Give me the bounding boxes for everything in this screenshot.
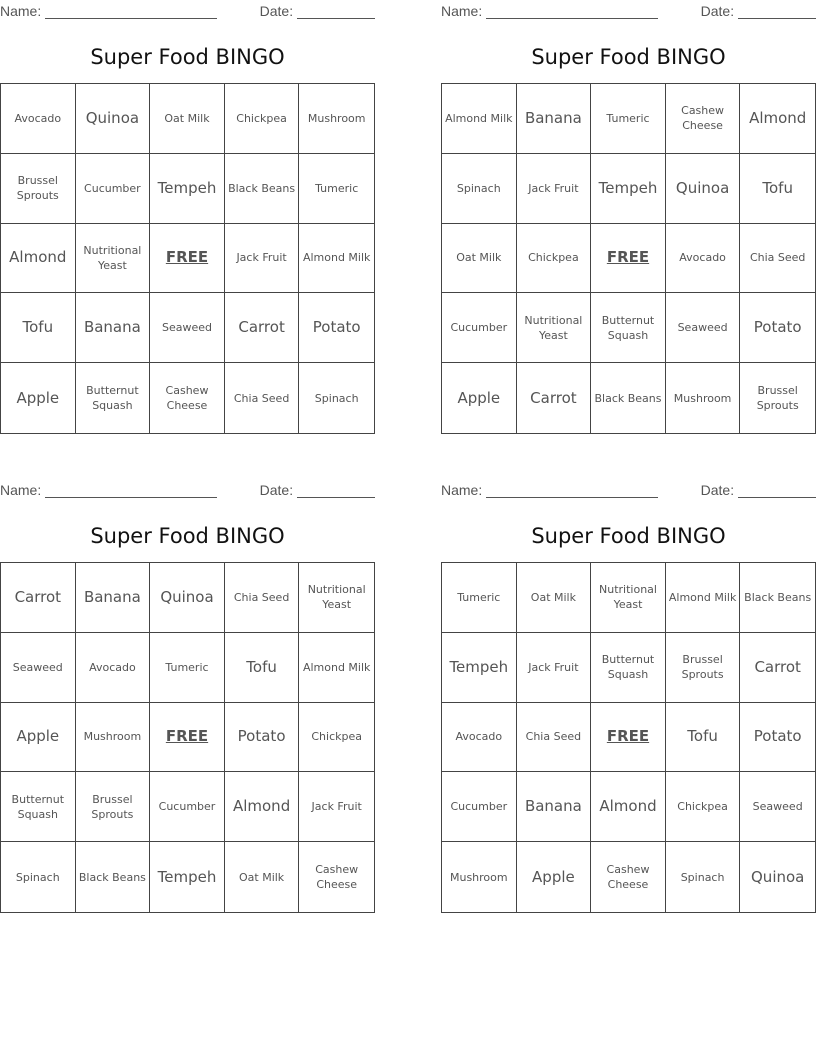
bingo-cell[interactable]: Seaweed xyxy=(150,293,225,363)
bingo-cell[interactable]: Tumeric xyxy=(150,633,225,703)
bingo-cell[interactable]: Cashew Cheese xyxy=(666,84,741,154)
bingo-cell[interactable]: Almond xyxy=(591,772,666,842)
bingo-cell[interactable]: Banana xyxy=(76,563,151,633)
card-header xyxy=(0,0,375,20)
card-header xyxy=(441,0,816,20)
bingo-cell[interactable]: Apple xyxy=(442,363,517,433)
bingo-cell[interactable]: Tofu xyxy=(666,703,741,773)
date-line[interactable] xyxy=(297,4,375,19)
date-field[interactable] xyxy=(701,482,816,498)
bingo-cell[interactable]: Brussel Sprouts xyxy=(756,384,799,413)
date-label: Date: xyxy=(259,3,294,19)
bingo-cell[interactable]: Quinoa xyxy=(751,867,805,886)
bingo-cell[interactable]: Potato xyxy=(740,703,815,773)
bingo-cell[interactable]: Nutritional Yeast xyxy=(76,224,151,294)
bingo-cell[interactable]: Avocado xyxy=(1,84,76,154)
bingo-cell[interactable]: Brussel Sprouts xyxy=(1,154,76,224)
bingo-cell[interactable]: Quinoa xyxy=(666,154,741,224)
bingo-cell[interactable]: Banana xyxy=(517,84,592,154)
bingo-cell[interactable]: Oat Milk xyxy=(442,224,517,294)
bingo-cell[interactable]: Tumeric xyxy=(442,563,517,633)
bingo-cell[interactable]: Potato xyxy=(740,293,815,363)
bingo-cell[interactable]: Quinoa xyxy=(76,84,151,154)
bingo-cell[interactable]: Seaweed xyxy=(1,633,76,703)
bingo-cell[interactable]: Cashew Cheese xyxy=(315,863,359,892)
bingo-cell[interactable]: Black Beans xyxy=(225,154,300,224)
card-title: Super Food BINGO xyxy=(90,524,285,548)
bingo-cell[interactable]: Cucumber xyxy=(76,154,151,224)
card-header xyxy=(441,479,816,499)
bingo-cell[interactable]: Apple xyxy=(1,703,76,773)
name-field[interactable] xyxy=(441,3,658,19)
bingo-cell[interactable]: Almond Milk xyxy=(442,84,517,154)
card-title: Super Food BINGO xyxy=(531,45,726,69)
bingo-cell[interactable]: Tempeh xyxy=(442,633,517,703)
date-label: Date: xyxy=(259,482,294,498)
bingo-cell[interactable]: Banana xyxy=(76,293,151,363)
bingo-cell[interactable]: Tofu xyxy=(225,633,300,703)
bingo-cell[interactable]: Seaweed xyxy=(666,293,741,363)
bingo-cell[interactable]: Cashew Cheese xyxy=(150,363,225,433)
name-field[interactable] xyxy=(0,3,217,19)
bingo-cell[interactable]: Chia Seed xyxy=(225,363,300,433)
bingo-cell[interactable]: Brussel Sprouts xyxy=(666,633,741,703)
bingo-cell[interactable]: Chia Seed xyxy=(225,563,300,633)
bingo-cell[interactable]: Butternut Squash xyxy=(591,633,666,703)
bingo-cell[interactable]: Tofu xyxy=(740,154,815,224)
date-line[interactable] xyxy=(738,483,816,498)
bingo-cell[interactable]: Jack Fruit xyxy=(299,772,374,842)
date-label: Date: xyxy=(700,3,735,19)
name-line[interactable] xyxy=(486,4,658,19)
bingo-cell[interactable]: Spinach xyxy=(666,842,741,912)
bingo-cell[interactable]: Apple xyxy=(517,842,592,912)
bingo-cell[interactable]: Nutritional Yeast xyxy=(299,563,374,633)
name-label: Name: xyxy=(441,3,483,19)
date-label: Date: xyxy=(700,482,735,498)
bingo-cell[interactable]: Cucumber xyxy=(150,772,225,842)
bingo-cell[interactable]: Almond Milk xyxy=(299,224,374,294)
name-field[interactable] xyxy=(0,482,217,498)
bingo-cell[interactable]: Chia Seed xyxy=(740,224,815,294)
bingo-cell[interactable]: Almond xyxy=(1,224,76,294)
bingo-cell[interactable]: Chickpea xyxy=(517,224,592,294)
bingo-grid xyxy=(441,83,816,434)
bingo-cell[interactable]: Carrot xyxy=(740,633,815,703)
bingo-grid xyxy=(0,562,375,913)
bingo-cell[interactable]: Oat Milk xyxy=(150,84,225,154)
bingo-cell[interactable]: Mushroom xyxy=(76,703,151,773)
bingo-cell[interactable]: Chickpea xyxy=(225,84,300,154)
bingo-cell[interactable]: Avocado xyxy=(666,224,741,294)
date-field[interactable] xyxy=(260,482,375,498)
bingo-cell[interactable]: Spinach xyxy=(1,842,76,912)
card-title: Super Food BINGO xyxy=(531,524,726,548)
bingo-cell[interactable]: Nutritional Yeast xyxy=(591,563,666,633)
card-title: Super Food BINGO xyxy=(90,45,285,69)
date-field[interactable] xyxy=(260,3,375,19)
bingo-card-1 xyxy=(0,0,375,413)
bingo-cell[interactable]: Oat Milk xyxy=(225,842,300,912)
bingo-cell[interactable]: Butternut Squash xyxy=(76,363,151,433)
bingo-cell[interactable]: Avocado xyxy=(442,703,517,773)
name-field[interactable] xyxy=(441,482,658,498)
bingo-cell[interactable]: Cashew Cheese xyxy=(591,842,666,912)
free-space-cell[interactable]: FREE xyxy=(591,703,666,773)
bingo-cell[interactable]: Almond Milk xyxy=(299,633,374,703)
bingo-cell[interactable]: Tempeh xyxy=(150,154,225,224)
bingo-cell[interactable]: Black Beans xyxy=(591,363,666,433)
free-space-cell[interactable]: FREE xyxy=(591,224,666,294)
bingo-cell[interactable]: Cucumber xyxy=(442,293,517,363)
card-header xyxy=(0,479,375,499)
bingo-cell[interactable]: Apple xyxy=(1,363,76,433)
bingo-cell[interactable]: Carrot xyxy=(1,563,76,633)
date-line[interactable] xyxy=(297,483,375,498)
bingo-cell[interactable]: Mushroom xyxy=(666,363,741,433)
bingo-grid xyxy=(441,562,816,913)
bingo-cell[interactable]: Black Beans xyxy=(740,563,815,633)
bingo-cell[interactable]: Potato xyxy=(225,703,300,773)
bingo-cell[interactable]: Potato xyxy=(299,293,374,363)
bingo-cell[interactable]: Brussel Sprouts xyxy=(76,772,151,842)
bingo-cell[interactable]: Mushroom xyxy=(299,84,374,154)
bingo-cell[interactable]: Tumeric xyxy=(299,154,374,224)
bingo-cell[interactable]: Carrot xyxy=(225,293,300,363)
bingo-card-4 xyxy=(441,479,816,892)
bingo-cell[interactable]: Spinach xyxy=(314,391,359,405)
bingo-cell[interactable]: Tempeh xyxy=(591,154,666,224)
bingo-cell[interactable]: Almond xyxy=(740,84,815,154)
bingo-cell[interactable]: Seaweed xyxy=(740,772,815,842)
bingo-cell[interactable]: Jack Fruit xyxy=(517,154,592,224)
bingo-cell[interactable]: Nutritional Yeast xyxy=(517,293,592,363)
free-space-cell[interactable]: FREE xyxy=(150,703,225,773)
bingo-cell[interactable]: Carrot xyxy=(517,363,592,433)
bingo-cell[interactable]: Butternut Squash xyxy=(591,293,666,363)
bingo-cell[interactable]: Oat Milk xyxy=(517,563,592,633)
name-line[interactable] xyxy=(45,4,217,19)
bingo-cell[interactable]: Tempeh xyxy=(150,842,225,912)
free-space-cell[interactable]: FREE xyxy=(150,224,225,294)
bingo-cell[interactable]: Cucumber xyxy=(442,772,517,842)
date-line[interactable] xyxy=(738,4,816,19)
bingo-cell[interactable]: Tofu xyxy=(1,293,76,363)
bingo-cell[interactable]: Almond xyxy=(225,772,300,842)
bingo-grid xyxy=(0,83,375,434)
bingo-cell[interactable]: Almond Milk xyxy=(666,563,741,633)
name-line[interactable] xyxy=(486,483,658,498)
bingo-cell[interactable]: Jack Fruit xyxy=(517,633,592,703)
name-label: Name: xyxy=(0,3,42,19)
name-line[interactable] xyxy=(45,483,217,498)
bingo-cell[interactable]: Black Beans xyxy=(76,842,151,912)
bingo-cell[interactable]: Butternut Squash xyxy=(1,772,76,842)
bingo-cell[interactable]: Banana xyxy=(517,772,592,842)
bingo-cell[interactable]: Spinach xyxy=(442,154,517,224)
bingo-card-3 xyxy=(0,479,375,892)
date-field[interactable] xyxy=(701,3,816,19)
bingo-cell[interactable]: Jack Fruit xyxy=(225,224,300,294)
name-label: Name: xyxy=(441,482,483,498)
bingo-cell[interactable]: Chia Seed xyxy=(517,703,592,773)
bingo-card-2 xyxy=(441,0,816,413)
bingo-cell[interactable]: Chickpea xyxy=(666,772,741,842)
bingo-cell[interactable]: Tumeric xyxy=(591,84,666,154)
bingo-cell[interactable]: Quinoa xyxy=(150,563,225,633)
bingo-cell[interactable]: Avocado xyxy=(76,633,151,703)
bingo-cell[interactable]: Mushroom xyxy=(442,842,517,912)
bingo-cell[interactable]: Chickpea xyxy=(299,703,374,773)
name-label: Name: xyxy=(0,482,42,498)
